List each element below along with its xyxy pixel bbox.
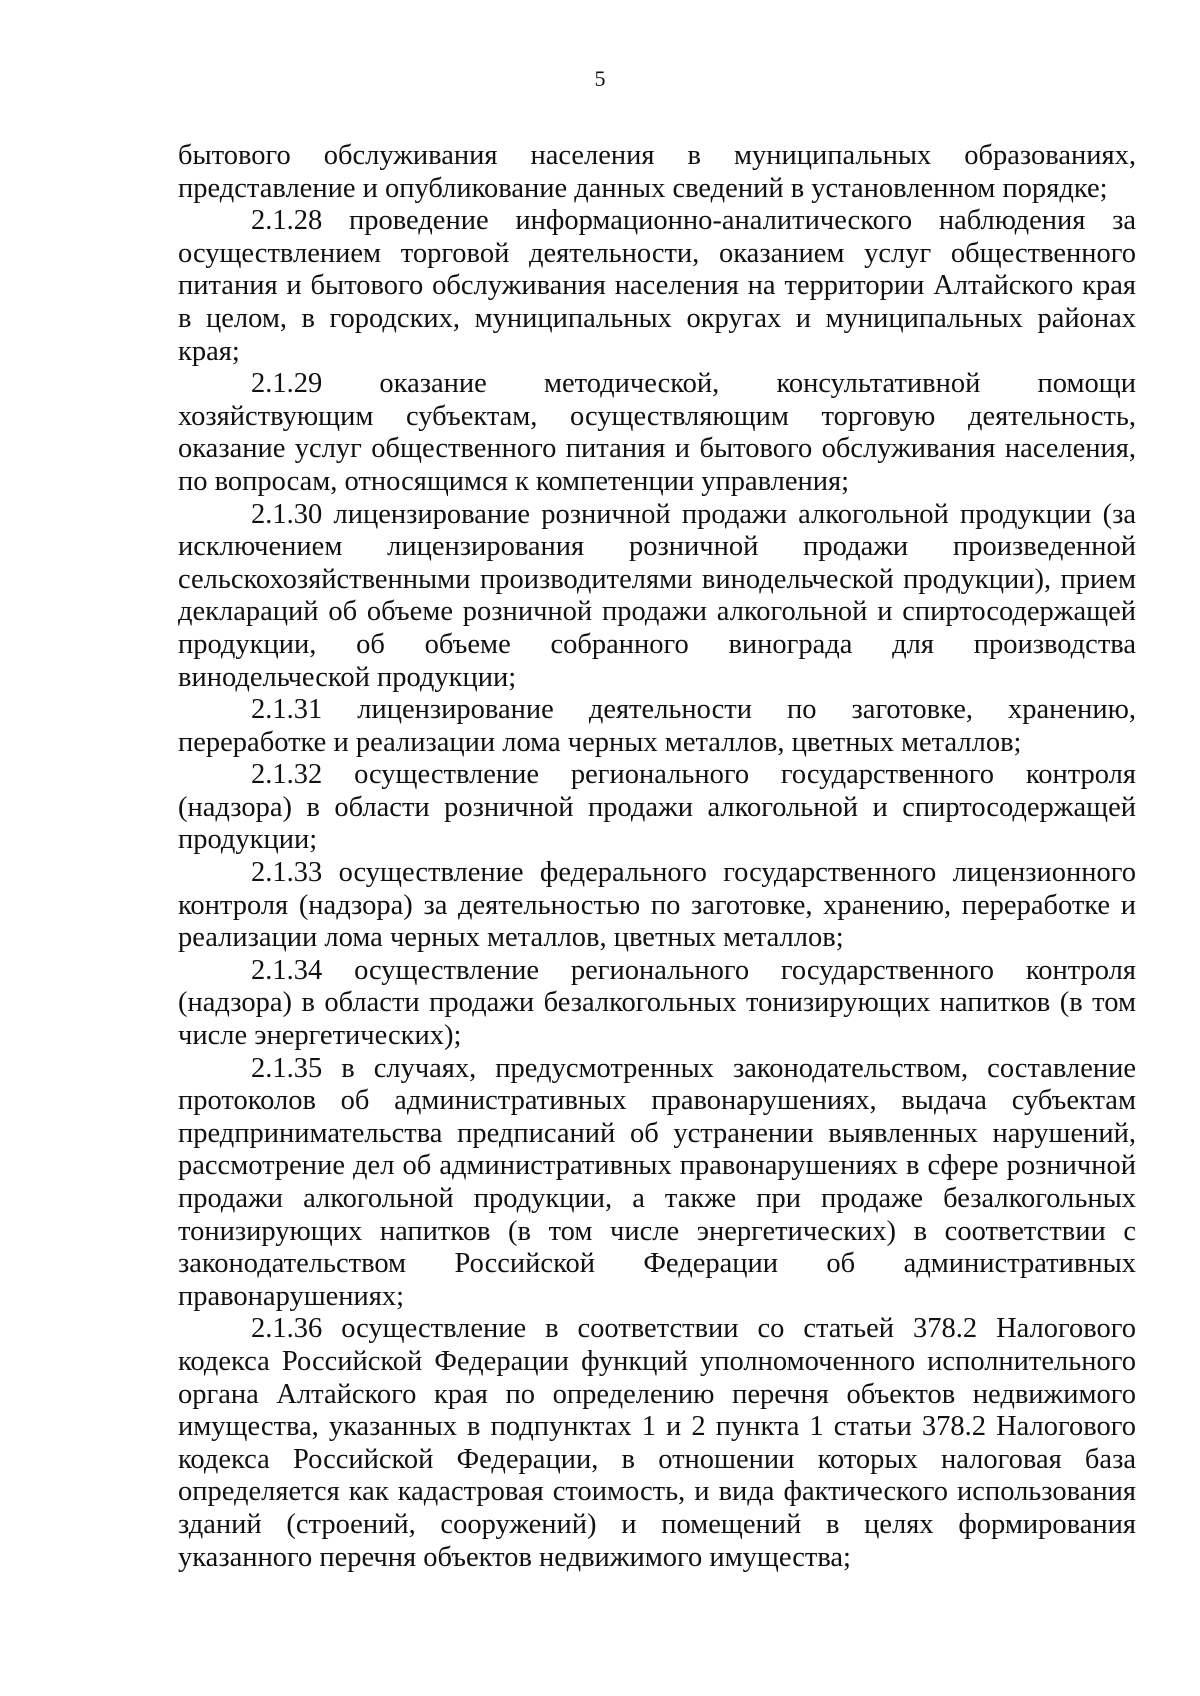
paragraph-2-1-32-first-line: 2.1.32 осуществление регионального государственного контроля [251,759,1136,791]
text-line: рассмотрение дел об административных правонарушениях в сфере розничной [178,1150,1136,1182]
text-line: кодекса Российской Федерации, в отношении которых налоговая база [178,1443,1136,1475]
text-line: (надзора) в области розничной продажи алкогольной и спиртосодержащей [178,791,1136,823]
text-line: деклараций об объеме розничной продажи алкогольной и спиртосодержащей [178,596,1136,628]
paragraph-2-1-33-first-line: 2.1.33 осуществление федерального государственного лицензионного [251,857,1136,889]
text-line: бытового обслуживания населения в муниципальных образованиях, [178,140,1136,171]
text-line: исключением лицензирования розничной продажи произведенной [178,531,1136,563]
paragraph-2-1-30-first-line: 2.1.30 лицензирование розничной продажи алкогольной продукции (за [251,498,1136,530]
page-number: 5 [594,66,606,91]
text-line: имущества, указанных в подпунктах 1 и 2 пункта 1 статьи 378.2 Налогового [178,1411,1136,1443]
text-line: законодательством Российской Федерации об административных [178,1248,1136,1280]
text-line: сельскохозяйственными производителями винодельческой продукции), прием [178,563,1136,595]
paragraph-2-1-35-first-line: 2.1.35 в случаях, предусмотренных законодательством, составление [251,1052,1136,1084]
text-line: края; [178,335,240,367]
text-line: продукции; [178,824,318,856]
text-line: представление и опубликование данных сведений в установленном порядке; [178,172,1108,204]
text-line: питания и бытового обслуживания населения на территории Алтайского края [178,270,1136,302]
text-line: хозяйствующим субъектам, осуществляющим торговую деятельность, [178,400,1136,432]
text-line: зданий (строений, сооружений) и помещений в целях формирования [178,1508,1136,1540]
text-line: предпринимательства предписаний об устранении выявленных нарушений, [178,1117,1136,1149]
text-line: числе энергетических); [178,1020,462,1052]
paragraph-2-1-28-first-line: 2.1.28 проведение информационно-аналитического наблюдения за [251,205,1136,237]
text-line: кодекса Российской Федерации функций уполномоченного исполнительного [178,1345,1136,1377]
text-line: тонизирующих напитков (в том числе энергетических) в соответствии с [178,1215,1136,1247]
text-line: переработке и реализации лома черных металлов, цветных металлов; [178,726,1022,758]
paragraph-2-1-34-first-line: 2.1.34 осуществление регионального государственного контроля [251,954,1136,986]
text-line: (надзора) в области продажи безалкогольных тонизирующих напитков (в том [178,987,1136,1019]
text-line: винодельческой продукции; [178,661,517,693]
paragraph-2-1-36-first-line: 2.1.36 осуществление в соответствии со статьей 378.2 Налогового [251,1313,1136,1345]
document-body [178,140,1136,1574]
text-line: правонарушениях; [178,1280,405,1312]
text-line: протоколов об административных правонарушениях, выдача субъектам [178,1085,1136,1117]
text-line: продажи алкогольной продукции, а также при продаже безалкогольных [178,1183,1136,1214]
text-line: контроля (надзора) за деятельностью по заготовке, хранению, переработке и [178,889,1136,921]
text-line: оказание услуг общественного питания и бытового обслуживания населения, [178,433,1136,465]
paragraph-2-1-29-first-line: 2.1.29 оказание методической, консультативной помощи [251,368,1136,400]
paragraph-2-1-31-first-line: 2.1.31 лицензирование деятельности по заготовке, хранению, [251,694,1136,726]
text-line: осуществлением торговой деятельности, оказанием услуг общественного [178,237,1136,269]
text-line: в целом, в городских, муниципальных округах и муниципальных районах [178,302,1136,334]
text-line: реализации лома черных металлов, цветных металлов; [178,922,844,954]
text-line: указанного перечня объектов недвижимого имущества; [178,1541,851,1573]
text-line: органа Алтайского края по определению перечня объектов недвижимого [178,1378,1136,1410]
text-line: определяется как кадастровая стоимость, и вида фактического использования [178,1476,1136,1508]
text-line: по вопросам, относящимся к компетенции управления; [178,465,850,497]
text-line: продукции, об объеме собранного винограда для производства [178,628,1136,660]
